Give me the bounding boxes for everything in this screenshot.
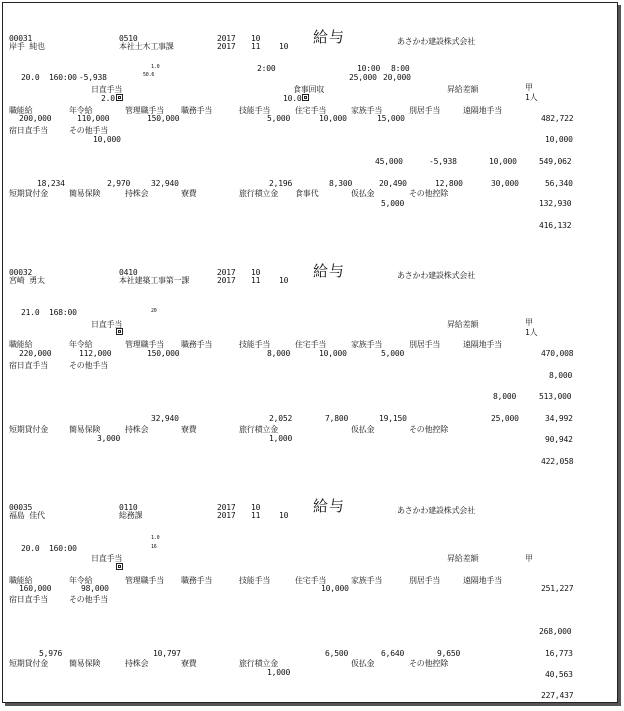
department-code: 0110 bbox=[119, 503, 138, 512]
deduction-heading: 簡易保険 bbox=[69, 189, 101, 198]
employee-code: 00031 bbox=[9, 34, 33, 43]
raise-diff-label: 昇給差額 bbox=[447, 554, 479, 563]
deduction-value: 8,300 bbox=[329, 179, 353, 188]
slip-title: 給与 bbox=[313, 497, 346, 515]
period-year: 2017 bbox=[217, 268, 236, 277]
tax-class: 甲 bbox=[525, 554, 533, 563]
pay-value: 8,000 bbox=[267, 349, 291, 358]
gross-pay: 513,000 bbox=[539, 392, 572, 401]
meal-value bbox=[283, 94, 309, 103]
gross-pay: 268,000 bbox=[539, 627, 572, 636]
pay-heading: 家族手当 bbox=[351, 340, 383, 349]
pay-heading: 職務手当 bbox=[181, 106, 213, 115]
deduction-heading: 持株会 bbox=[125, 425, 149, 434]
deduction-value: 6,640 bbox=[381, 649, 405, 658]
period-year: 2017 bbox=[217, 503, 236, 512]
deduction-heading: 仮払金 bbox=[351, 659, 375, 668]
pay-heading: 管理職手当 bbox=[125, 106, 164, 115]
small-value-2: 50.6 bbox=[143, 72, 155, 78]
employee-code: 00035 bbox=[9, 503, 33, 512]
pay-heading: 年令給 bbox=[69, 106, 93, 115]
raise-diff-label: 昇給差額 bbox=[447, 85, 479, 94]
small-value-2: 20 bbox=[151, 308, 157, 314]
deduction-total: 56,340 bbox=[545, 179, 573, 188]
pay-heading: 住宅手当 bbox=[295, 106, 327, 115]
deduction2-value: 1,000 bbox=[269, 434, 293, 443]
tax-class: 甲 bbox=[525, 83, 533, 92]
daily-allowance-box bbox=[115, 328, 123, 337]
pay-heading: 遠隔地手当 bbox=[463, 106, 502, 115]
pay-month: 11 bbox=[251, 276, 261, 285]
deduction-value: 18,234 bbox=[37, 179, 65, 188]
deduction-heading: 短期貸付金 bbox=[9, 659, 48, 668]
deduction-total: 16,773 bbox=[545, 649, 573, 658]
small-value-1: 1.0 bbox=[151, 535, 160, 541]
dependents: 1人 bbox=[525, 328, 538, 337]
extra-value-1: 45,000 bbox=[375, 157, 403, 166]
pay-year: 2017 bbox=[217, 276, 236, 285]
stamp-box-icon bbox=[116, 94, 123, 101]
department-code: 0410 bbox=[119, 268, 138, 277]
pay-heading: 技能手当 bbox=[239, 576, 271, 585]
deduction2-total: 40,563 bbox=[545, 670, 573, 679]
net-pay: 227,437 bbox=[541, 691, 574, 700]
document-frame bbox=[2, 2, 618, 703]
daily-allowance-label: 日直手当 bbox=[91, 85, 123, 94]
amount-1: 25,000 bbox=[349, 73, 377, 82]
deduction-value: 19,150 bbox=[379, 414, 407, 423]
daily-allowance-label: 日直手当 bbox=[91, 554, 123, 563]
deduction-value: 2,196 bbox=[269, 179, 293, 188]
company-name: あさかわ建設株式会社 bbox=[397, 506, 475, 515]
daily-allowance-number: 2.0 bbox=[101, 94, 115, 103]
pay-heading: 職務手当 bbox=[181, 340, 213, 349]
period-month: 10 bbox=[251, 268, 261, 277]
pay-year: 2017 bbox=[217, 42, 236, 51]
deduction-value: 2,970 bbox=[107, 179, 131, 188]
deduction-heading: その他控除 bbox=[409, 425, 448, 434]
deduction-heading: 寮費 bbox=[181, 425, 197, 434]
deduction-heading: 仮払金 bbox=[351, 425, 375, 434]
deduction2-total: 132,930 bbox=[539, 199, 572, 208]
stamp-box-icon bbox=[302, 94, 309, 101]
amount-2: 20,000 bbox=[383, 73, 411, 82]
deduction-heading: 寮費 bbox=[181, 189, 197, 198]
work-days: 20.0 bbox=[21, 73, 40, 82]
deduction-heading: 仮払金 bbox=[351, 189, 375, 198]
deduction2-total: 90,942 bbox=[545, 435, 573, 444]
pay-heading: 年令給 bbox=[69, 576, 93, 585]
net-pay: 416,132 bbox=[539, 221, 572, 230]
deduction-heading: 短期貸付金 bbox=[9, 189, 48, 198]
company-name: あさかわ建設株式会社 bbox=[397, 271, 475, 280]
pay-month: 11 bbox=[251, 42, 261, 51]
deduction-heading: 簡易保険 bbox=[69, 425, 101, 434]
pay-value: 200,000 bbox=[19, 114, 52, 123]
stamp-box-icon bbox=[116, 563, 123, 570]
deduction-value: 30,000 bbox=[491, 179, 519, 188]
period-year: 2017 bbox=[217, 34, 236, 43]
deduction-value: 25,000 bbox=[491, 414, 519, 423]
dependents: 1人 bbox=[525, 93, 538, 102]
deduction-total: 34,992 bbox=[545, 414, 573, 423]
deduction-heading: その他控除 bbox=[409, 189, 448, 198]
daily-allowance-label: 日直手当 bbox=[91, 320, 123, 329]
deduction-value: 12,800 bbox=[435, 179, 463, 188]
pay-heading: 職能給 bbox=[9, 106, 33, 115]
pay-heading: 住宅手当 bbox=[295, 576, 327, 585]
deduction-value: 32,940 bbox=[151, 414, 179, 423]
period-month: 10 bbox=[251, 503, 261, 512]
deduction-value: 6,500 bbox=[325, 649, 349, 658]
extra-value-3: 10,000 bbox=[489, 157, 517, 166]
stamp-box-icon bbox=[116, 328, 123, 335]
time-1: 2:00 bbox=[257, 64, 276, 73]
pay2-heading-1: 宿日直手当 bbox=[9, 361, 48, 370]
pay2-heading-2: その他手当 bbox=[69, 361, 108, 370]
pay-heading: 技能手当 bbox=[239, 340, 271, 349]
pay-heading: 家族手当 bbox=[351, 576, 383, 585]
work-days: 21.0 bbox=[21, 308, 40, 317]
deduction-value: 5,976 bbox=[39, 649, 63, 658]
deduction2-value: 1,000 bbox=[267, 668, 291, 677]
department-name: 総務課 bbox=[119, 511, 143, 520]
deduction-amount: -5,938 bbox=[79, 73, 107, 82]
small-value-2: 16 bbox=[151, 544, 157, 550]
pay-month: 11 bbox=[251, 511, 261, 520]
deduction-heading: 短期貸付金 bbox=[9, 425, 48, 434]
pay-value: 110,000 bbox=[77, 114, 110, 123]
deduction-heading: 旅行積立金 bbox=[239, 425, 278, 434]
deduction-heading: 食事代 bbox=[295, 189, 319, 198]
deduction-heading: その他控除 bbox=[409, 659, 448, 668]
deduction-value: 20,490 bbox=[379, 179, 407, 188]
pay-heading: 技能手当 bbox=[239, 106, 271, 115]
deduction-value: 2,052 bbox=[269, 414, 293, 423]
pay-value: 220,000 bbox=[19, 349, 52, 358]
employee-name: 岸手 純也 bbox=[9, 42, 45, 51]
pay-heading: 遠隔地手当 bbox=[463, 576, 502, 585]
pay-heading: 職能給 bbox=[9, 340, 33, 349]
deduction-value: 7,800 bbox=[325, 414, 349, 423]
slip-title: 給与 bbox=[313, 28, 346, 46]
pay-value: 160,000 bbox=[19, 584, 52, 593]
deduction-heading: 旅行積立金 bbox=[239, 659, 278, 668]
net-pay: 422,058 bbox=[541, 457, 574, 466]
department-name: 本社建築工事第一課 bbox=[119, 276, 190, 285]
pay-heading: 職能給 bbox=[9, 576, 33, 585]
tax-class: 甲 bbox=[525, 318, 533, 327]
work-days: 20.0 bbox=[21, 544, 40, 553]
pay2-heading-1: 宿日直手当 bbox=[9, 126, 48, 135]
pay-value: 10,000 bbox=[319, 114, 347, 123]
employee-name: 福島 佳代 bbox=[9, 511, 45, 520]
deduction2-value: 5,000 bbox=[381, 199, 405, 208]
pay-heading: 家族手当 bbox=[351, 106, 383, 115]
slip-title: 給与 bbox=[313, 262, 346, 280]
deduction-heading: 持株会 bbox=[125, 659, 149, 668]
raise-diff-label: 昇給差額 bbox=[447, 320, 479, 329]
pay-heading: 管理職手当 bbox=[125, 340, 164, 349]
pay-value: 98,000 bbox=[81, 584, 109, 593]
pay-heading: 遠隔地手当 bbox=[463, 340, 502, 349]
work-hours: 160:00 bbox=[49, 544, 77, 553]
pay-value: 150,000 bbox=[147, 114, 180, 123]
deduction-heading: 寮費 bbox=[181, 659, 197, 668]
deduction-value: 32,940 bbox=[151, 179, 179, 188]
daily-allowance-value bbox=[101, 94, 123, 103]
pay2-total: 10,000 bbox=[545, 135, 573, 144]
pay2-total: 8,000 bbox=[549, 371, 573, 380]
pay-heading: 職務手当 bbox=[181, 576, 213, 585]
work-hours: 160:00 bbox=[49, 73, 77, 82]
pay-value: 5,000 bbox=[267, 114, 291, 123]
pay-value: 150,000 bbox=[147, 349, 180, 358]
small-value-1: 1.0 bbox=[151, 64, 160, 70]
time-3: 8:00 bbox=[391, 64, 410, 73]
pay-heading: 別居手当 bbox=[409, 106, 441, 115]
pay-total: 470,008 bbox=[541, 349, 574, 358]
pay-value: 112,000 bbox=[79, 349, 112, 358]
period-month: 10 bbox=[251, 34, 261, 43]
pay-day: 10 bbox=[279, 511, 289, 520]
department-name: 本社土木工事課 bbox=[119, 42, 174, 51]
pay-heading: 年令給 bbox=[69, 340, 93, 349]
work-hours: 168:00 bbox=[49, 308, 77, 317]
deduction-heading: 旅行積立金 bbox=[239, 189, 278, 198]
time-2: 10:00 bbox=[357, 64, 381, 73]
pay-total: 482,722 bbox=[541, 114, 574, 123]
meal-label: 食事回収 bbox=[293, 85, 325, 94]
deduction-heading: 持株会 bbox=[125, 189, 149, 198]
meal-number: 10.0 bbox=[283, 94, 302, 103]
pay-value: 10,000 bbox=[319, 349, 347, 358]
pay-total: 251,227 bbox=[541, 584, 574, 593]
gross-pay: 549,062 bbox=[539, 157, 572, 166]
deduction-value: 10,797 bbox=[153, 649, 181, 658]
employee-name: 宮崎 勇太 bbox=[9, 276, 45, 285]
employee-code: 00032 bbox=[9, 268, 33, 277]
pay-year: 2017 bbox=[217, 511, 236, 520]
department-code: 0510 bbox=[119, 34, 138, 43]
extra-value: 8,000 bbox=[493, 392, 517, 401]
pay2-heading-2: その他手当 bbox=[69, 595, 108, 604]
pay-value: 10,000 bbox=[321, 584, 349, 593]
extra-value-2: -5,938 bbox=[429, 157, 457, 166]
deduction-heading: 簡易保険 bbox=[69, 659, 101, 668]
pay-value: 15,000 bbox=[377, 114, 405, 123]
pay2-heading-2: その他手当 bbox=[69, 126, 108, 135]
pay-heading: 住宅手当 bbox=[295, 340, 327, 349]
deduction-value: 9,650 bbox=[437, 649, 461, 658]
pay-heading: 管理職手当 bbox=[125, 576, 164, 585]
pay2-value: 10,000 bbox=[93, 135, 121, 144]
pay-day: 10 bbox=[279, 276, 289, 285]
pay-day: 10 bbox=[279, 42, 289, 51]
daily-allowance-box bbox=[115, 563, 123, 572]
pay-heading: 別居手当 bbox=[409, 576, 441, 585]
pay-heading: 別居手当 bbox=[409, 340, 441, 349]
deduction2-value: 3,000 bbox=[97, 434, 121, 443]
pay-value: 5,000 bbox=[381, 349, 405, 358]
company-name: あさかわ建設株式会社 bbox=[397, 37, 475, 46]
pay2-heading-1: 宿日直手当 bbox=[9, 595, 48, 604]
